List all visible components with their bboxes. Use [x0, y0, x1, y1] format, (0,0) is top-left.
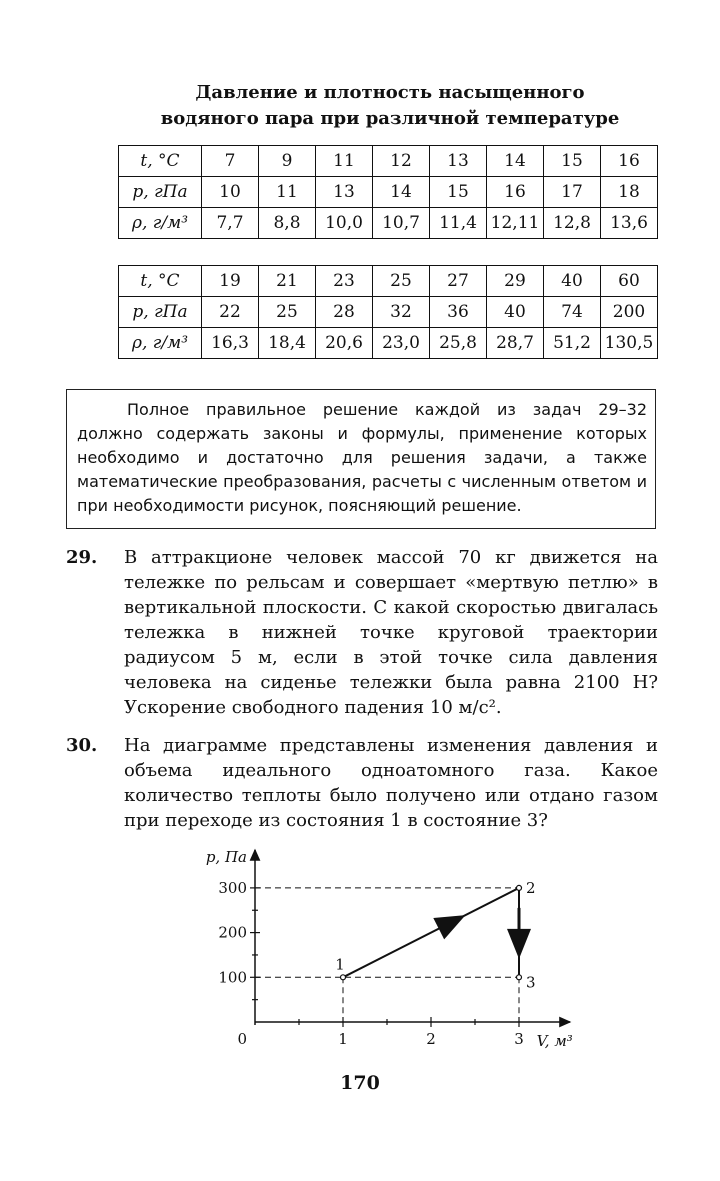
y-tick-label: 200 [218, 923, 247, 942]
vapor-table-2 [118, 265, 658, 359]
table-cell: 10,7 [373, 208, 430, 239]
table-cell: 16 [487, 177, 544, 208]
table-cell: 7,7 [202, 208, 259, 239]
table-cell: 22 [202, 297, 259, 328]
table-cell: 21 [259, 266, 316, 297]
table-cell: 15 [430, 177, 487, 208]
table-title-line2: водяного пара при различной температуре [160, 108, 620, 129]
table-cell: 15 [544, 146, 601, 177]
table-cell: 18 [601, 177, 658, 208]
x-axis-label: V, м³ [536, 1032, 573, 1050]
origin-label: 0 [237, 1030, 247, 1048]
table-cell: 17 [544, 177, 601, 208]
table-cell: 11 [316, 146, 373, 177]
table-cell: 10 [202, 177, 259, 208]
row-header-t: t, °C [119, 266, 202, 297]
pv-diagram [180, 840, 620, 1055]
table-cell: 18,4 [259, 328, 316, 359]
table-cell: 9 [259, 146, 316, 177]
state-point [517, 975, 522, 980]
problem-number: 29. [66, 547, 98, 568]
page-number: 170 [340, 1072, 380, 1094]
row-header-rho: ρ, г/м³ [119, 208, 202, 239]
state-point [517, 885, 522, 890]
row-header-t: t, °C [119, 146, 202, 177]
table-row-t [119, 266, 658, 297]
table-cell: 32 [373, 297, 430, 328]
problem-text: На диаграмме представлены изменения давления и объема идеального одноатомного газа. Какое количество теплоты было получено или отдано газом при переходе из состояния 1 в состояние 3? [124, 735, 658, 831]
vapor-table-1 [118, 145, 658, 239]
row-header-rho: ρ, г/м³ [119, 328, 202, 359]
state-label: 1 [335, 955, 345, 974]
notice-text: Полное правильное решение каждой из задач 29–32 должно содержать законы и формулы, применение которых необходимо и достаточно для решения задачи, а также математические преобразования, расчеты с численным ответом и при необходимости рисунок, поясняющий решение. [77, 400, 647, 515]
table-cell: 25,8 [430, 328, 487, 359]
solution-requirements-notice [66, 389, 656, 529]
table-row-t [119, 146, 658, 177]
state-label: 2 [526, 878, 536, 897]
table-cell: 23 [316, 266, 373, 297]
state-label: 3 [526, 973, 536, 992]
table-row-p [119, 297, 658, 328]
process-1-2 [343, 888, 519, 977]
table-cell: 200 [601, 297, 658, 328]
table-row-rho [119, 208, 658, 239]
table-cell: 51,2 [544, 328, 601, 359]
state-point [341, 975, 346, 980]
table-cell: 28,7 [487, 328, 544, 359]
table-cell: 23,0 [373, 328, 430, 359]
table-cell: 12 [373, 146, 430, 177]
x-tick-label: 2 [426, 1030, 436, 1048]
table-cell: 40 [544, 266, 601, 297]
table-cell: 130,5 [601, 328, 658, 359]
table-title-line1: Давление и плотность насыщенного [195, 82, 585, 103]
table-cell: 74 [544, 297, 601, 328]
table-cell: 13,6 [601, 208, 658, 239]
x-tick-label: 1 [338, 1030, 348, 1048]
table-cell: 29 [487, 266, 544, 297]
table-cell: 11 [259, 177, 316, 208]
table-title [0, 80, 720, 132]
problem-number: 30. [66, 735, 98, 756]
table-cell: 11,4 [430, 208, 487, 239]
table-cell: 13 [430, 146, 487, 177]
table-cell: 36 [430, 297, 487, 328]
table-cell: 25 [259, 297, 316, 328]
arrow-1-2 [440, 922, 452, 928]
row-header-p: p, гПа [119, 297, 202, 328]
table-cell: 8,8 [259, 208, 316, 239]
table-cell: 25 [373, 266, 430, 297]
y-axis-label: p, Па [205, 848, 247, 866]
table-cell: 10,0 [316, 208, 373, 239]
table-cell: 13 [316, 177, 373, 208]
table-row-rho [119, 328, 658, 359]
table-cell: 19 [202, 266, 259, 297]
table-cell: 14 [487, 146, 544, 177]
row-header-p: p, гПа [119, 177, 202, 208]
table-cell: 14 [373, 177, 430, 208]
x-tick-label: 3 [514, 1030, 524, 1048]
table-row-p [119, 177, 658, 208]
problem-text: В аттракционе человек массой 70 кг движется на тележке по рельсам и совершает «мертвую петлю» в вертикальной плоскости. С какой скоростью двигалась тележка в нижней точке круговой траектории радиусом 5 м, если в этой точке сила давления человека на сиденье тележки была равна 2100 Н? Ускорение свободного падения 10 м/с². [124, 547, 658, 718]
y-tick-label: 100 [218, 968, 247, 987]
table-cell: 16 [601, 146, 658, 177]
y-tick-label: 300 [218, 878, 247, 897]
table-cell: 12,11 [487, 208, 544, 239]
table-cell: 20,6 [316, 328, 373, 359]
table-cell: 28 [316, 297, 373, 328]
problem-29 [66, 545, 658, 720]
table-cell: 60 [601, 266, 658, 297]
problem-30 [66, 733, 658, 833]
table-cell: 27 [430, 266, 487, 297]
table-cell: 7 [202, 146, 259, 177]
table-cell: 16,3 [202, 328, 259, 359]
table-cell: 40 [487, 297, 544, 328]
table-cell: 12,8 [544, 208, 601, 239]
